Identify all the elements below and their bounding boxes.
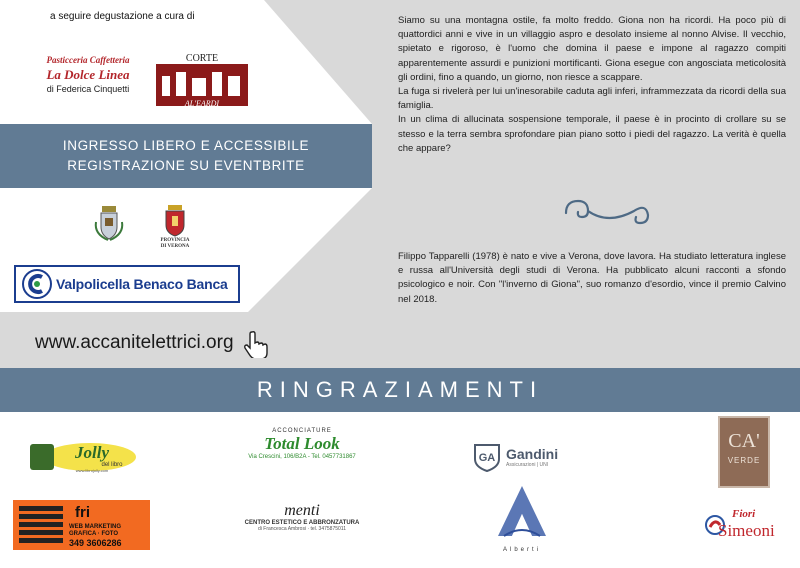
provincia-line2: DI VERONA [160,244,190,249]
jolly-name: Jolly [75,443,109,462]
alberti-name: Alberti [502,547,541,553]
synopsis-p1: Siamo su una montagna ostile, fa molto freddo. Giona non ha ricordi. Ha poco più di quattordici anni e vive in un villaggio aspro e desolato insieme al nonno Alvise. Il vecchio, spietato e rigoroso, è l'uomo che domina il paese e impone al ragazzo compiti apparentemente assurdi e punizioni mortificanti. Giona esegue con angosciata meticolosità gli ordini, fino a quando, un giorno, non riesce a scappare. [398,15,786,83]
website-link[interactable]: www.accanitelettrici.org [35,332,234,353]
corte-line1: CORTE [185,53,219,64]
fiori-line1: Fiori [732,508,756,520]
sponsor-total-look-logo [232,428,372,460]
gandini-shield-icon [472,442,502,472]
pasticceria-line2: La Dolce Linea [46,67,130,82]
ca-verde-line2: VERDE [727,456,761,465]
fri-line2: GRAFICA · FOTO [69,531,118,537]
tasting-credit: a seguire degustazione a cura di [50,11,195,22]
total-look-pre: ACCONCIATURE [272,428,332,434]
municipal-crest-icon [92,204,126,244]
bank-symbol-icon [22,269,52,299]
corte-line2: AL'EARDI [184,99,220,108]
sponsor-alberti-logo [490,484,554,556]
jolly-url: www.librojolly.com [75,468,109,473]
provincia-crest-icon [162,204,188,238]
synopsis-text [398,14,786,156]
decorative-swirl-icon [562,193,654,229]
gandini-sub: Assicurazioni | UNI [506,462,549,468]
thanks-banner [0,368,800,412]
ca-verde-line1: CA' [728,430,760,452]
sponsor-gandini-logo [472,439,572,475]
provincia-line1: PROVINCIA [160,238,190,243]
banner-line2: REGISTRAZIONE SU EVENTBRITE [67,158,305,173]
pointing-hand-icon [244,330,268,358]
fri-stripes [19,506,63,546]
banner-line1: INGRESSO LIBERO E ACCESSIBILE [62,138,310,153]
thanks-title: RINGRAZIAMENTI [256,377,544,402]
sponsor-fiori-simeoni-logo [704,508,790,548]
corte-aleardi-logo [152,50,252,110]
synopsis-p2: La fuga si rivelerà per lui un'inesorabile caduta agli inferi, inframmezzata da ricordi della sua famiglia. [398,86,786,112]
pasticceria-logo [32,55,144,95]
fri-line1: WEB MARKETING [69,524,121,530]
alberti-mountain-icon [490,484,554,540]
total-look-address: Via Crescini, 106/B2A - Tel. 0457731867 [248,454,356,460]
bank-logo [14,265,240,303]
sponsor-menti-logo [232,496,372,532]
pasticceria-line1: Pasticceria Caffetteria [46,55,130,65]
pasticceria-line3: di Federica Cinquetti [46,84,130,94]
sponsor-ca-verde-logo [718,416,770,488]
author-bio: Filippo Tapparelli (1978) è nato e vive a Verona, dove lavora. Ha studiato letteratura inglese e russa all'Università degli studi di Verona. Ha pubblicato alcuni racconti a sfondo psicologico e noir. Con "l'inverno di Giona", suo romanzo d'esordio, vince il premio Calvino nel 2018. [398,251,786,305]
synopsis-p3: In un clima di allucinata sospensione temporale, il paese è in procinto di crollare su se stesso e la terra sembra sprofondare pian piano sotto i piedi del ragazzo. La verità è quella che appare? [398,114,786,154]
jolly-sub: del libro [101,462,123,468]
menti-name: menti [284,502,320,519]
provincia-label [150,238,200,250]
menti-line1: CENTRO ESTETICO E ABBRONZATURA [244,520,360,526]
sponsor-jolly-logo [28,440,138,474]
sponsor-fri-logo [13,500,150,550]
bank-name: Valpolicella Benaco Banca [56,276,228,292]
fri-name: fri [75,504,90,521]
total-look-name: Total Look [264,434,340,453]
menti-line2: di Francesca Ambrosi · tel. 3475875011 [257,526,346,532]
info-banner [0,124,372,188]
fri-phone: 349 3606286 [69,538,122,548]
fiori-line2: Simeoni [718,521,775,540]
svg-text:GA: GA [478,452,496,464]
gandini-name: Gandini [506,446,559,462]
